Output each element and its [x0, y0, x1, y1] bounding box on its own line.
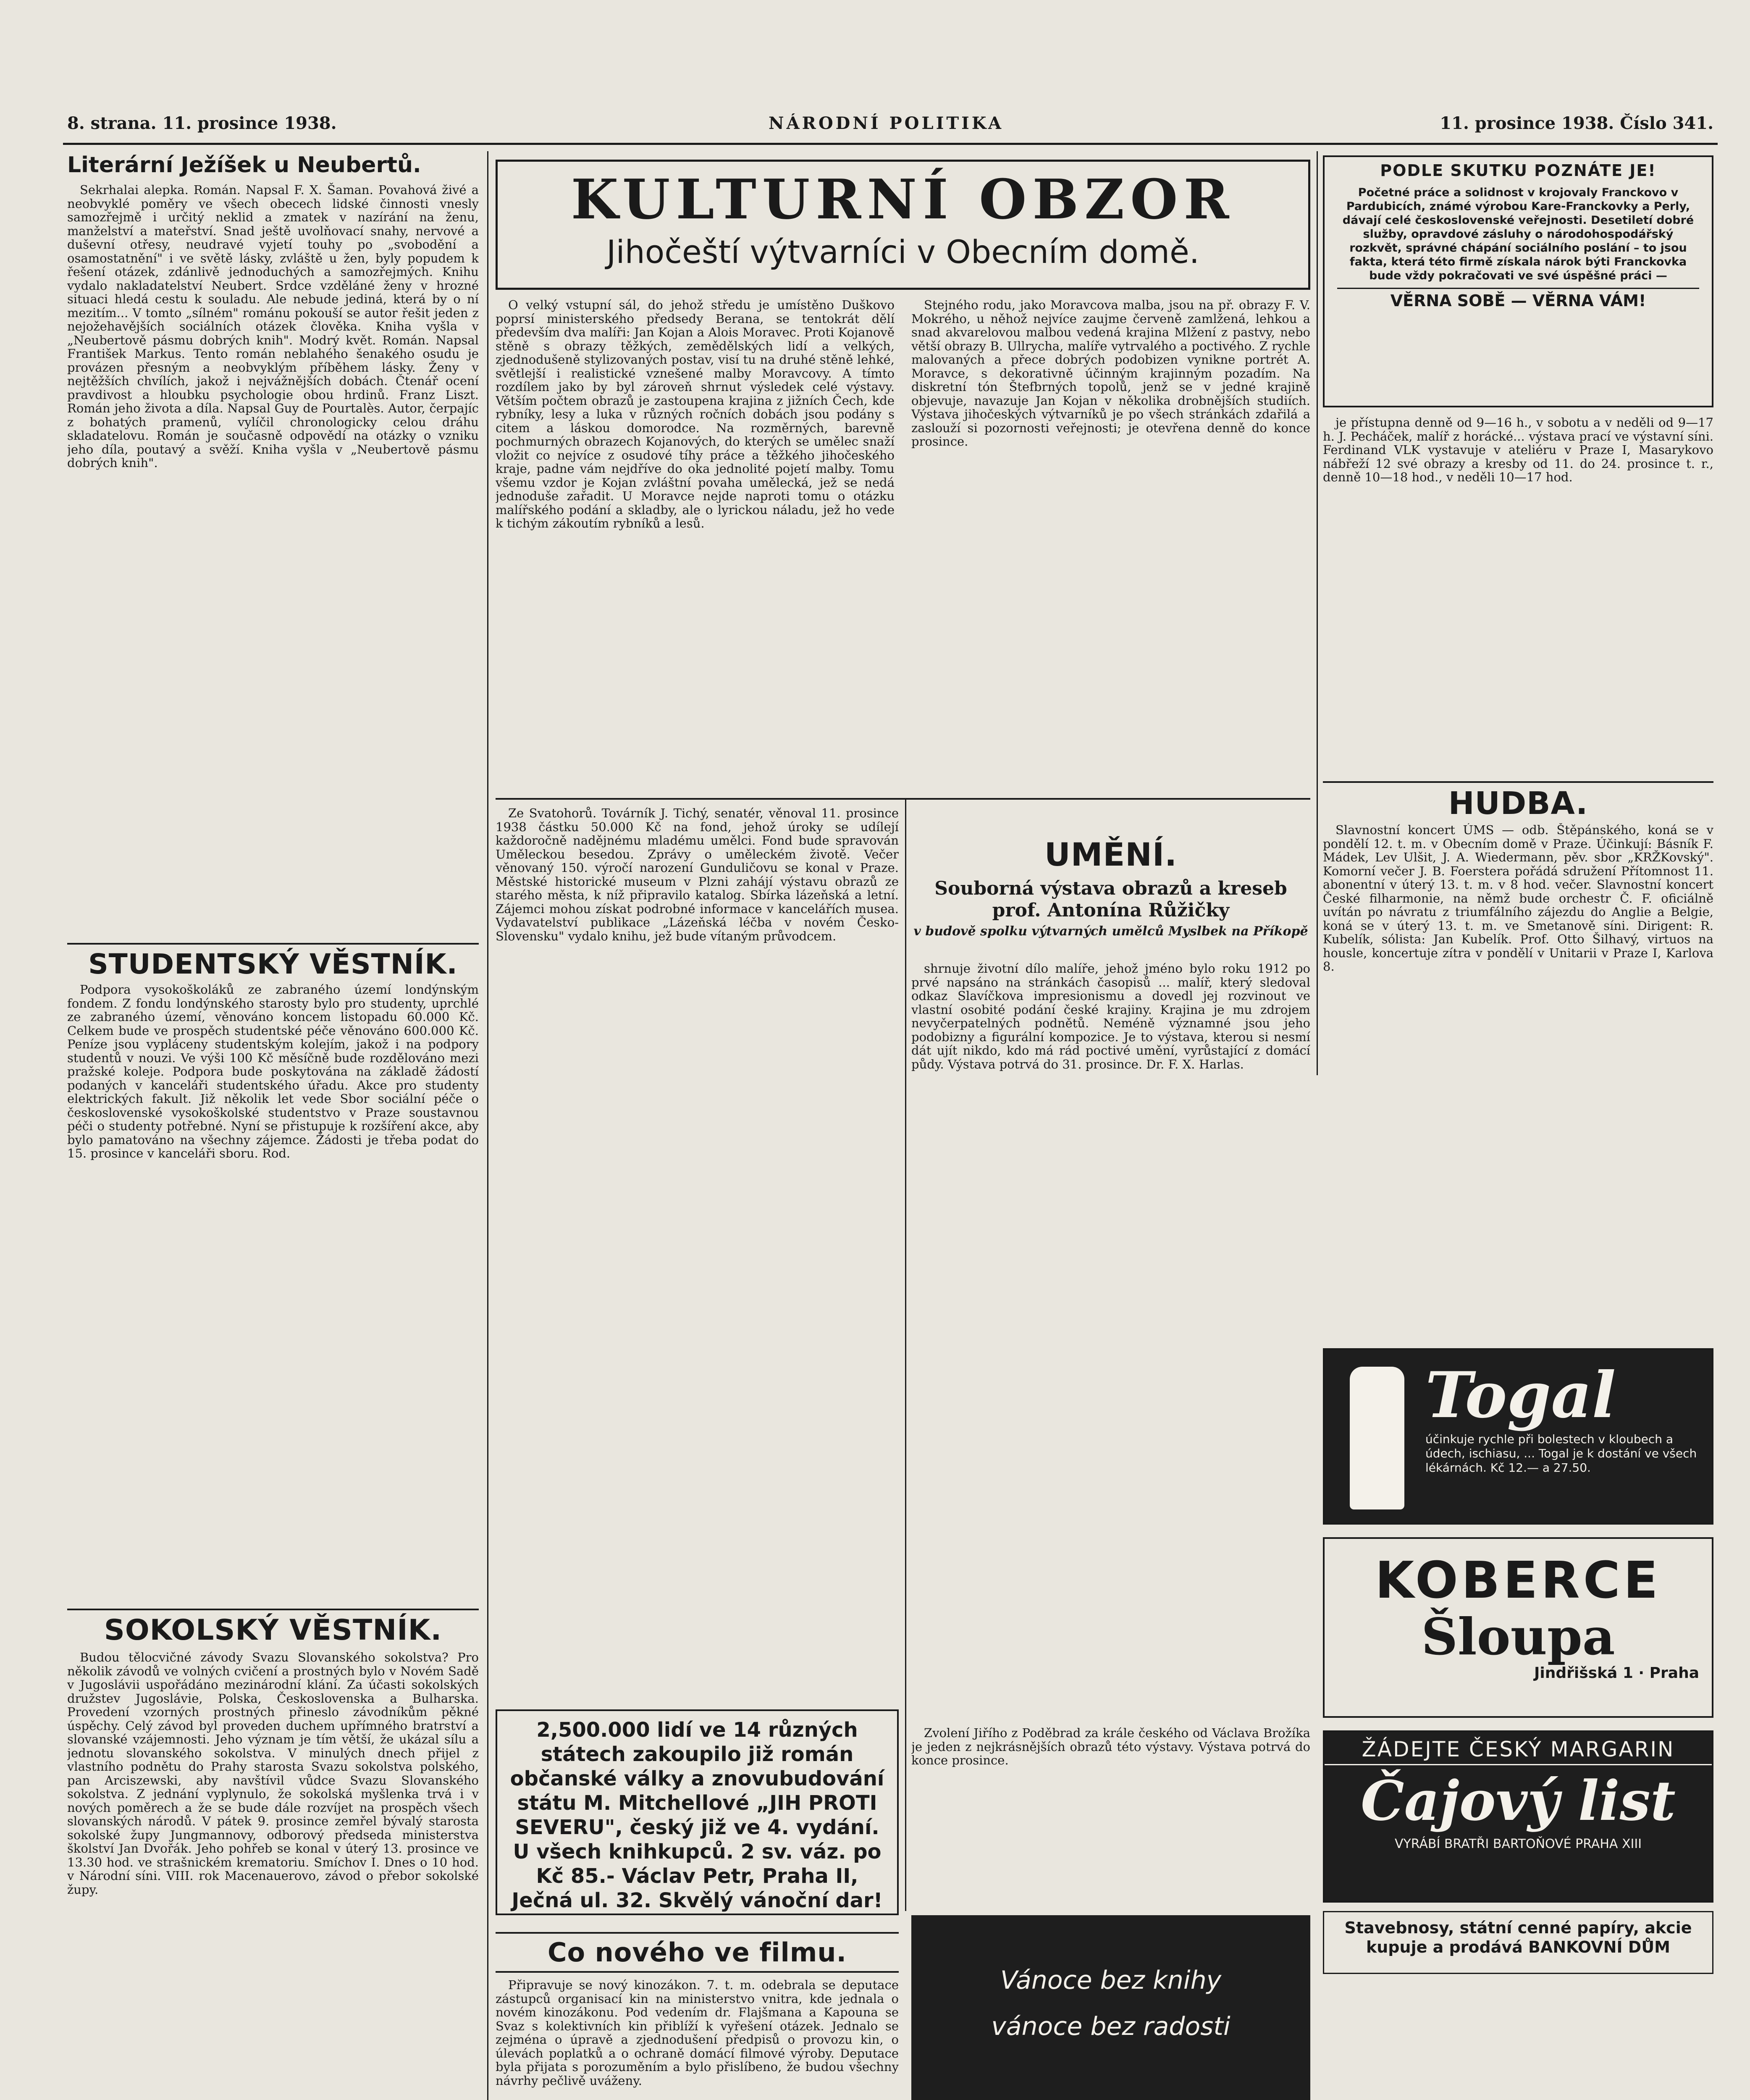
- column-divider: [1317, 151, 1318, 1075]
- literary-article-text: Sekrhalai alepka. Román. Napsal F. X. Šaman. Povahová živé a neobvyklé poměry ve všech obecech lidské činnosti vnesly samozřejmě i určitý neklid a zmatek v nazírání na ženu, manželství a mateřství. Snad ještě uvolňovací snahy, nervové a duševní otřesy, neudravé vyjetí touhy po „svobodění a osamostatnění" i ve světě lásky, zvláště u žen, byly popudem k řešení otázek, zdánlivě jednoduchých a samozřejmých. Knihu vydalo nakladatelství Neubert. Srdce vzděláné ženy v hrozné situaci hledá cestu k souladu. Ale nebude jediná, která by o ní mezitím... V tomto „sílném" románu pokouší se autor řešit jeden z nejožehavějších sociálních otázek člověka. Kniha vyšla v „Neubertově pásmu dobrých knih". Modrý květ. Román. Napsal František Markus. Tento román neblahého šenakého osudu je provázen přesným a neobvyklým příběhem lásky. Ženy v nejtěžších chvílích, jakož i nejvážnějších dobách. Čtenář ocení pravdivost a hloubku psychologie obou hrdinů. Franz Liszt. Román jeho života a díla. Napsal Guy de Pourtalès. Autor, čerpajíc z bohatých pramenů, vylíčil chronologicky celou dráhu skladatelovu. Román je současně odpovědí na otázky o vzniku jeho díla, poutavý a svěží. Kniha vyšla v „Neubertově pásmu dobrých knih".: [67, 183, 479, 470]
- sokol-article: Budou tělocvičné závody Svazu Slovanského sokolstva? Pro několik závodů ve volných cvičení a prostných bylo v Novém Sadě v Jugoslávii uspořádáno mezinárodní klání. Za účasti sokolských družstev Jugoslávie, Polska, Československa a Bulharska. Provedení vzorných prostných přineslo závodníkům pěkné úspěchy. Celý závod byl proveden duchem upřímného bratrství a slovanské vzájemnosti. Jeho význam je tím větší, že ukázal sílu a jednotu slovanského sokolstva. V minulých dnech přijel z vlastního podnětu do Prahy starosta Svazu sokolstva polského, pan Arciszewski, aby navštívil vůdce Svazu Slovanského sokolstva. Z jednání vyplynulo, že sokolská myšlenka trvá i v nových poměrech a že se bude dále rozvíjet na prospěch všech slovanských národů. V pátek 9. prosince zemřel bývalý starosta sokolské župy Jungmannovy, odborový předseda ministerstva školství Jan Dvořák. Jeho pohřeb se konal v úterý 13. prosince ve 13.30 hod. ve strašnickém krematoriu. Smíchov I. Dnes o 10 hod. v Národní síni. VIII. rok Macenauerovo, závod o přebor sokolské župy.: [67, 1651, 479, 1897]
- art-subheadline: v budově spolku výtvarných umělců Myslbek na Příkopě: [913, 924, 1308, 939]
- art-section-title: UMĚNÍ.: [1044, 836, 1177, 873]
- togal-ad: [1323, 1348, 1713, 1525]
- culture-header-box: [496, 160, 1310, 290]
- christmas-ad-line1: Vánoce bez knihy: [1000, 1966, 1222, 1995]
- franckovka-box: [1323, 155, 1713, 407]
- music-article-text: Slavnostní koncert ÚMS — odb. Štěpánského, koná se v pondělí 12. t. m. v Obecním domě v Praze. Účinkují: Básník F. Mádek, Lev Ulšit, J. A. Wiedermann, pěv. sbor „KRŽKovský". Komorní večer J. B. Foerstera pořádá sdružení Přítomnost 11. abonentní v úterý 13. t. m. v 8 hod. večer. Slavnostní koncert České filharmonie, na němž bude orchestr Č. F. oficiálně uvítán po návratu z triumfálního zájezdu do Anglie a Belgie, koná se v úterý 13. t. m. ve Smetanově síni. Dirigent: R. Kubelík, sólista: Jan Kubelík. Prof. Otto Šilhavý, virtuos na housle, koncertuje zítra v pondělí v Unitarii v Praze I, Karlova 8.: [1323, 823, 1713, 974]
- art-article-text: [911, 962, 1310, 1550]
- column-divider: [905, 798, 906, 1911]
- film-news-text: [496, 1978, 899, 2100]
- togal-ad-text: účinkuje rychle při bolestech v kloubech a údech, ischiasu, ... Togal je k dostání ve všech lékárnách. Kč 12.— a 27.50.: [1425, 1432, 1697, 1475]
- culture-headline: Jihočeští výtvarníci v Obecním domě.: [606, 233, 1199, 270]
- gone-with-the-wind-ad: [496, 1709, 899, 1915]
- newspaper-name: NÁRODNÍ POLITIKA: [769, 113, 1004, 133]
- literary-section-title: Literární Ježíšek u Neubertů.: [67, 152, 421, 178]
- issue-date-number: 11. prosince 1938. Číslo 341.: [1440, 113, 1713, 133]
- culture-news-column: [496, 806, 899, 1688]
- student-bulletin-title: STUDENTSKÝ VĚSTNÍK.: [67, 943, 479, 980]
- art-headline: Souborná výstava obrazů a kreseb prof. Antonína Růžičky: [934, 878, 1287, 921]
- book-ad-text: 2,500.000 lidí ve 14 různých státech zakoupilo již román občanské války a znovubudování státu M. Mitchellové „JIH PROTI SEVERU", český již ve 4. vydání. U všech knihkupců. 2 sv. váz. po Kč 85.- Václav Petr, Praha II, Ječná ul. 32. Skvělý vánoční dar!: [510, 1718, 884, 1912]
- koberce-stoupa-ad: [1323, 1537, 1713, 1718]
- section-rule: [496, 798, 1310, 800]
- film-news-title: Co nového ve filmu.: [496, 1932, 899, 1973]
- header-rule: [63, 143, 1718, 145]
- culture-news-text: Ze Svatohorů. Továrník J. Tichý, senatér, věnoval 11. prosince 1938 částku 50.000 Kč na fond, jehož úroky se udílejí každoročně nadějnému mladému umělci. Fond bude spravován Uměleckou besedou. Zprávy o uměleckém životě. Večer věnovaný 150. výročí narození Gunduličovu se konal v Praze. Městské historické museum v Plzni zahájí výstavu obrazů ze starého města, k níž připravilo katalog. Sbírka lázeňská a letní. Zájemci mohou získat podrobné informace v kancelářích musea. Vydavatelství publikace „Lázeňská léčba v novém Česko-Slovensku" vydalo knihu, jež bude vítaným průvodcem.: [496, 806, 899, 943]
- christmas-ad-line2: vánoce bez radosti: [991, 2012, 1231, 2041]
- film-article: Připravuje se nový kinozákon. 7. t. m. odebrala se deputace zástupců organisací kin na ministerstvo vnitra, kde jednala o novém kinozákonu. Pod vedením dr. Flajšmana a Kapouna se Svaz s kolektivních kin přiblíží k vyřešení otázek. Jednalo se zejména o úpravě a zjednodušení předpisů o provozu kin, o úlevách poplatků a o ochraně domácí filmové výroby. Deputace byla přijata s porozuměním a bylo přislíbeno, že budou všechny návrhy pečlivě uváženy.: [496, 1978, 899, 2088]
- togal-logo: Togal: [1425, 1358, 1616, 1432]
- christmas-book-ad: [911, 1915, 1310, 2100]
- koberce-title: KOBERCE: [1375, 1551, 1661, 1610]
- cajovy-list-ad: [1323, 1730, 1713, 1903]
- student-bulletin-text: [67, 983, 479, 1596]
- bank-ad-text: Stavebnosy, státní cenné papíry, akcie kupuje a prodává BANKOVNÍ DŮM: [1344, 1919, 1692, 1956]
- cajovy-list-brand: Čajový list: [1361, 1769, 1676, 1833]
- stoupa-address: Jindřišská 1 · Praha: [1534, 1664, 1699, 1682]
- music-section-title: HUDBA.: [1323, 781, 1713, 822]
- franckovka-text: Početné práce a solidnost v krojovaly Franckovo v Pardubicích, známé výrobou Kare-Franckovky a Perly, dávají celé československé veřejnosti. Desetiletí dobré služby, opravdové zásluhy o národohospodářský rozkvět, správné chápání sociálního poslání – to jsou fakta, která této firmě získala nárok býti Franckovka bude vždy pokračovati ve své úspěšné práci —: [1342, 186, 1694, 282]
- exhibition-article-left: [496, 298, 895, 794]
- music-column: [1323, 823, 1713, 1340]
- exhibition-notice-text: je přístupna denně od 9—16 h., v sobotu a v neděli od 9—17 h. J. Pecháček, malíř z horácké... výstava prací ve výstavní síni. Ferdinand VLK vystavuje v ateliéru v Praze I, Masarykovo nábřeží 12 své obrazy a kresby od 11. do 24. prosince t. r., denně 10—18 hod., v neděli 10—17 hod.: [1323, 416, 1713, 484]
- art-review: shrnuje životní dílo malíře, jehož jméno bylo roku 1912 po prvé napsáno na stránkách časopisů ... malíř, který sledoval odkaz Slavíčkova impresionismu a dovedl jej rozvinout ve vlastní osobité podání české krajiny. Krajina je mu zdrojem nevyčerpatelných podnětů. Neméně významné jsou jeho podobizny a figurální kompozice. Je to výstava, kterou si nesmí dát ujít nikdo, kdo má rád poctivé umění, vyrůstající z domácí půdy. Výstava potrvá do 31. prosince. Dr. F. X. Harlas.: [911, 962, 1310, 1071]
- exhibition-notices: [1323, 416, 1713, 769]
- student-article: Podpora vysokoškoláků ze zabraného území londýnským fondem. Z fondu londýnského starosty bylo pro studenty, uprchlé ze zabraného území, věnováno koncem listopadu 60.000 Kč. Celkem bude ve prospěch studentské péče věnováno 600.000 Kč. Peníze jsou vypláceny studentským kolejím, jakož i na podpory studentů v nouzi. Ve výši 100 Kč měsíčně bude rozdělováno mezi pražské koleje. Podpora bude poskytována na základě žádostí podaných v kanceláři studentského úřadu. Akce pro studenty elektrických fakult. Již několik let vede Sbor sociální péče o československé vysokoškolské studentstvo v Praze soustavnou péči o studenty potřebné. Nyní se přistupuje k rozšíření akce, aby bylo pamatováno na všechny zájemce. Žádosti je třeba podat do 15. prosince v kanceláři sboru. Rod.: [67, 983, 479, 1160]
- page-number-date: 8. strana. 11. prosince 1938.: [67, 113, 337, 133]
- franckovka-slogan: VĚRNA SOBĚ — VĚRNA VÁM!: [1337, 288, 1699, 310]
- bottle-icon: [1350, 1367, 1404, 1509]
- sokol-bulletin-title: SOKOLSKÝ VĚSTNÍK.: [67, 1609, 479, 1647]
- literary-column: [67, 151, 479, 865]
- exhibition-text-b: Stejného rodu, jako Moravcova malba, jsou na př. obrazy F. V. Mokrého, u něhož nejvíce zaujme červeně zamlžená, lehkou a snad akvarelovou malbou vedená krajina Mlžení z pastvy, nebo větší obrazy B. Ullrycha, malíře vytrvalého a poctivého. Z rychle malovaných a přece dobrých podobizen vynikne portrét A. Moravce, s dekorativně účinným krajinným pozadím. Na diskretní tón Štefbrných topolů, jenž se v jedné krajině objevuje, navazuje Jan Kojan v několika drobnějších studiích. Výstava jihočeských výtvarníků je po všech stránkách zdařilá a zaslouží si pozornosti veřejnosti; je otevřena denně do konce prosince.: [911, 298, 1310, 449]
- franckovka-title: PODLE SKUTKU POZNÁTE JE!: [1380, 161, 1656, 180]
- exhibition-article-right: [911, 298, 1310, 794]
- culture-section-title: KULTURNÍ OBZOR: [571, 167, 1235, 231]
- column-divider: [487, 151, 488, 2100]
- stoupa-brand: Šloupa: [1421, 1607, 1615, 1667]
- bartonove-producer: VYRÁBÍ BRATŘI BARTOŇOVÉ PRAHA XIII: [1394, 1837, 1642, 1851]
- sokol-bulletin-text: [67, 1651, 479, 2100]
- bank-ad: [1323, 1911, 1713, 1974]
- margarine-headline: ŽÁDEJTE ČESKÝ MARGARIN: [1325, 1737, 1712, 1765]
- art-note: [911, 1726, 1310, 1894]
- art-note-text: Zvolení Jiřího z Poděbrad za krále českého od Václava Brožíka je jeden z nejkrásnějších obrazů této výstavy. Výstava potrvá do konce prosince.: [911, 1726, 1310, 1767]
- exhibition-text-a: O velký vstupní sál, do jehož středu je umístěno Duškovo poprsí ministerského předsedy Berana, se tentokrát dělí především dva malíři: Jan Kojan a Alois Moravec. Proti Kojanově stěně s obrazy těžkých, zemědělských lidí a velkých, zjednodušeně stylizovaných postav, visí tu na druhé stěně lehké, světlejší i realistické vznešené malby Moravcovy. A tímto rozdílem jako by byl zároveň shrnut výsledek celé výstavy. Větším počtem obrazů je zastoupena krajina z jižních Čech, kde rybníky, lesy a luka v různých ročních dobách jsou podány s citem a láskou domorodce. Na rozměrných, barevně pochmurných obrazech Kojanových, do kterých se umělec snaží vložit co nejvíce z osudové tíhy práce a těžkého jihočeského kraje, padne vám nejdříve do oka jednolité pojetí malby. Tomu všemu vzdor je Kojan zvláštní povaha umělecká, jež se nedá jednoduše zařadit. U Moravce nejde naproti tomu o otázku malířského podání a skladby, ale o lyrickou náladu, jež ho vede k tichým zákoutím rybníků a lesů.: [496, 298, 895, 530]
